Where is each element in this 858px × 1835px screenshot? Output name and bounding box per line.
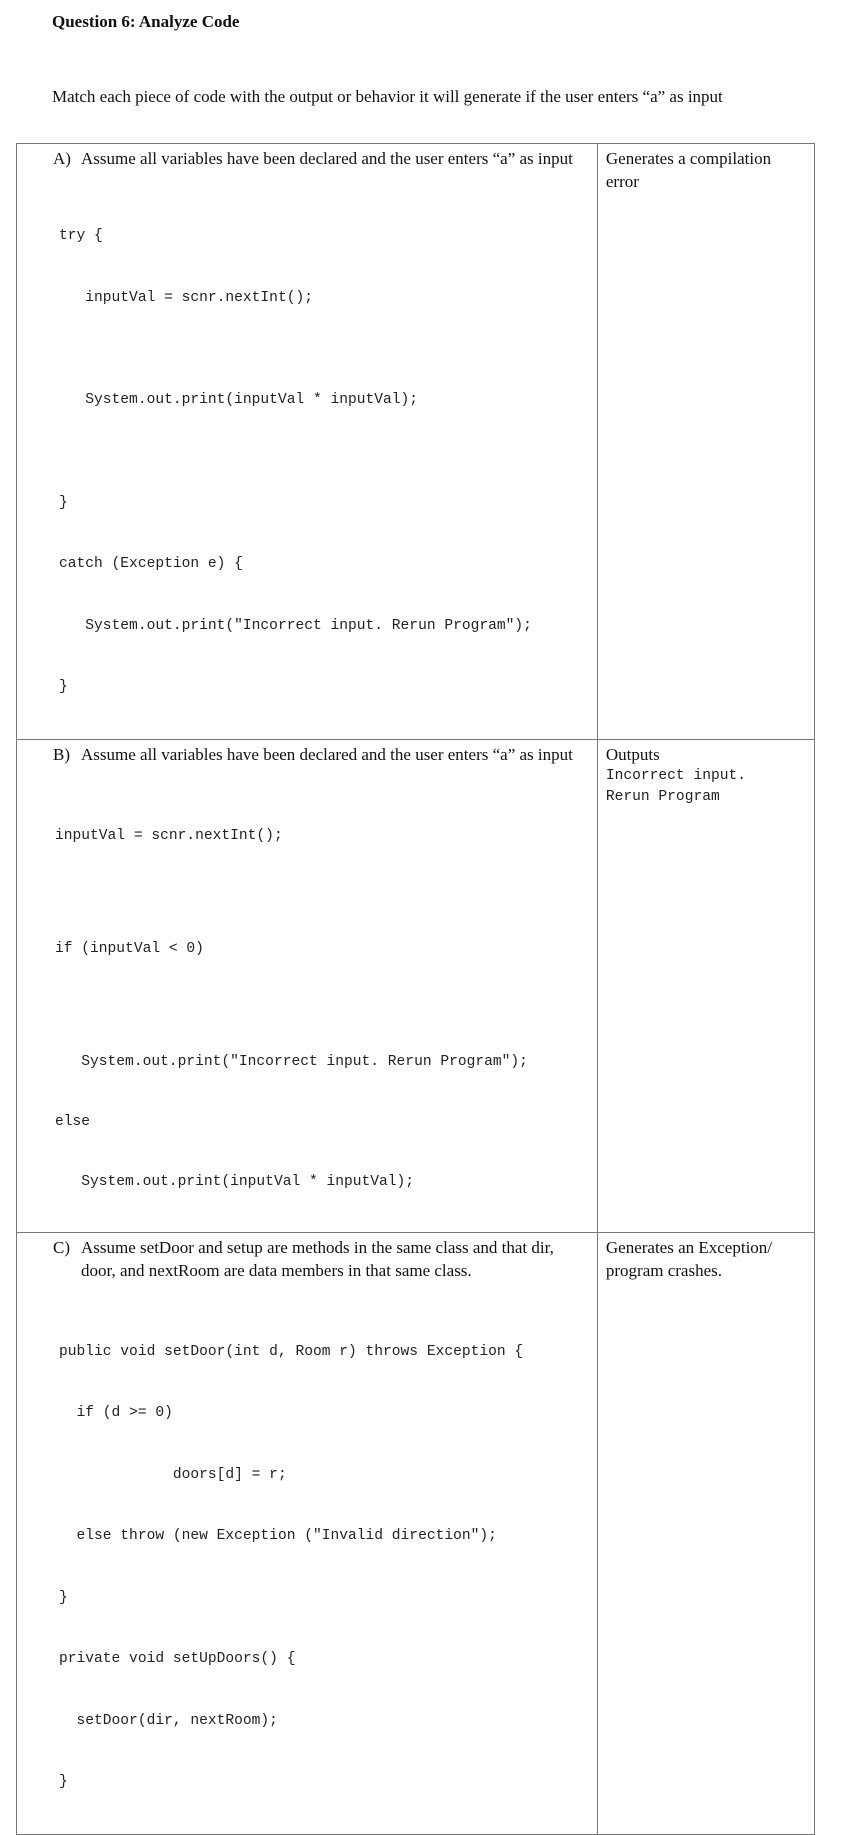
code-block-a <box>59 185 597 739</box>
row-letter: A) <box>53 149 71 168</box>
code-cell-a <box>17 144 598 740</box>
code-line: else throw (new Exception ("Invalid direction"); <box>59 1528 497 1544</box>
answer-text: Outputs <box>605 744 660 764</box>
answer-cell-b <box>597 739 814 1232</box>
match-table <box>16 143 815 1835</box>
code-line <box>55 999 597 1012</box>
code-line: if (d >= 0) <box>59 1405 173 1421</box>
row-letter: B) <box>53 744 70 764</box>
question-title: Question 6: Analyze Code <box>52 12 240 31</box>
code-line: System.out.print("Incorrect input. Rerun Program"); <box>55 1053 528 1070</box>
prompt-b <box>53 743 581 766</box>
code-line: private void setUpDoors() { <box>59 1651 296 1667</box>
code-line: inputVal = scnr.nextInt(); <box>55 827 283 844</box>
code-line: } <box>59 679 68 695</box>
code-block-c <box>59 1301 597 1834</box>
code-cell-c <box>17 1232 598 1834</box>
code-line: System.out.print(inputVal * inputVal); <box>59 392 419 408</box>
code-line: } <box>59 1589 68 1606</box>
code-line: inputVal = scnr.nextInt(); <box>59 289 313 306</box>
code-line: System.out.print("Incorrect input. Rerun Program"); <box>59 617 532 634</box>
code-block-b <box>55 786 597 1232</box>
prompt-c <box>53 1236 581 1282</box>
output-line: Incorrect input. <box>605 767 746 784</box>
prompt-a <box>53 147 581 170</box>
code-line: catch (Exception e) { <box>59 556 243 572</box>
prompt-text: Assume setDoor and setup are methods in the same class and that dir, door, and nextRoom are data members in that same class. <box>81 1237 554 1280</box>
answer-text: Generates an Exception/ program crashes. <box>605 1237 773 1280</box>
instructions: Match each piece of code with the output or behavior it will generate if the user enters “a” as input <box>52 87 723 106</box>
output-line: Rerun Program <box>605 788 720 805</box>
answer-cell-c <box>597 1232 814 1834</box>
code-line: public void setDoor(int d, Room r) throws Exception { <box>59 1343 524 1360</box>
table-row <box>17 144 815 740</box>
code-line: doors[d] = r; <box>59 1466 287 1483</box>
code-line <box>55 886 597 899</box>
code-line: try { <box>59 228 103 244</box>
code-cell-b <box>17 739 598 1232</box>
row-letter: C) <box>53 1237 70 1257</box>
prompt-text: Assume all variables have been declared and the user enters “a” as input <box>81 744 573 764</box>
table-row <box>17 739 815 1232</box>
answer-output <box>598 766 814 808</box>
prompt-text: Assume all variables have been declared and the user enters “a” as input <box>81 149 573 168</box>
code-line: } <box>59 1774 68 1790</box>
code-line: } <box>59 494 68 511</box>
answer-text: Generates a compilation error <box>605 149 772 191</box>
answer-cell-a <box>597 144 814 740</box>
table-row <box>17 1232 815 1834</box>
code-line: setDoor(dir, nextRoom); <box>59 1712 278 1729</box>
code-line: System.out.print(inputVal * inputVal); <box>55 1173 415 1190</box>
code-line: else <box>55 1113 91 1130</box>
code-line: if (inputVal < 0) <box>55 940 204 957</box>
